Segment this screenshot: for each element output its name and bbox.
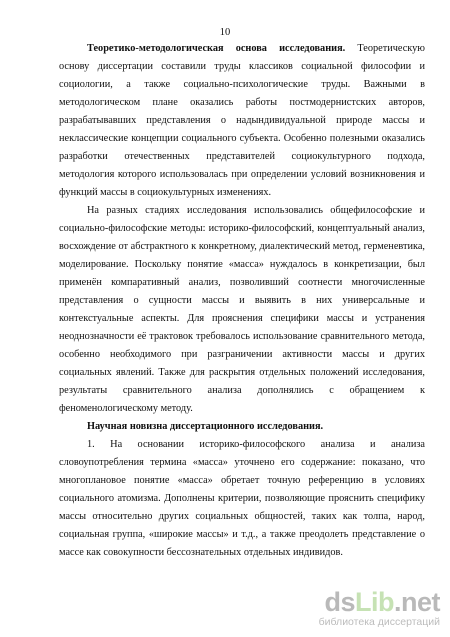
paragraph-text: Теоретическую основу диссертации составили труды классиков социальной философии и социологии, а также социально-психологические труды. Важными в методологическом плане оказались работы постмодернистских авторов, разрабатывавших представления о надындивидуальной природе массы и неклассические концепции социального субъекта. Особенно полезными оказались разработки отечественных представителей социокультурного подхода, методология которого использовалась при определении условий возникновения и функций массы в социокультурных изменениях. [59,43,425,198]
heading-methodology: Теоретико-методологическая основа исследования. [87,43,346,54]
watermark-wordmark: dsLib.net [324,587,440,617]
paragraph-methodology [59,40,425,202]
watermark-tagline: библиотека диссертаций [318,616,440,628]
paragraph-methods [59,202,425,418]
page-number: 10 [219,27,231,38]
paragraph-text: На разных стадиях исследования использовались общефилософские и социально-философские методы: историко-философский, концептуальный анализ, восхождение от абстрактного к конкретному, диалектический метод, герменевтика, моделирование. Поскольку понятие «масса» нуждалось в конкретизации, был применён компаративный анализ, позволивший соотнести многочисленные представления о сущности массы и выявить в них универсальные и контекстуальные аспекты. Для прояснения специфики массы и устранения неоднозначности её трактовок требовалось использование сравнительного метода, особенно необходимого при разграничении активности массы и других социальных явлений. Также для раскрытия отдельных положений исследования, результаты сравнительного анализа дополнялись с обращением к феноменологическому методу. [59,205,425,414]
paragraph-text: 1. На основании историко-философского анализа и анализа словоупотребления термина «масса» уточнено его содержание: показано, что многоплановое понятие «масса» обретает точную референцию в условиях социального атомизма. Дополнены критерии, позволяющие прояснить специфику массы относительно других социальных общностей, таких как толпа, народ, социальная группа, «широкие массы» и т.д., а также преодолеть представление о массе как совокупности бессознательных отдельных индивидов. [59,439,425,558]
paragraph-novelty-item-1 [59,436,425,562]
paragraph-novelty-heading [59,418,425,436]
document-body [59,40,425,562]
heading-novelty: Научная новизна диссертационного исследования. [87,421,324,432]
watermark-logo [290,589,440,629]
